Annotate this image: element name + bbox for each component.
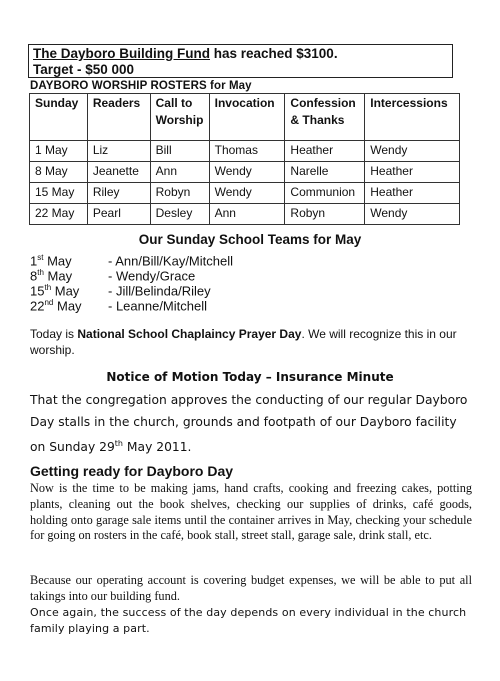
sunday-school-team: - Wendy/Grace xyxy=(108,268,196,284)
roster-cell: 8 May xyxy=(30,162,88,183)
roster-cell: 15 May xyxy=(30,183,88,204)
roster-cell: Wendy xyxy=(209,183,285,204)
chaplaincy-notice xyxy=(30,326,470,358)
sunday-school-row xyxy=(30,295,207,313)
roster-cell: Communion xyxy=(285,183,365,204)
roster-cell: Pearl xyxy=(87,204,150,225)
building-fund-amount: has reached $3100. xyxy=(209,46,338,61)
sunday-school-team: - Ann/Bill/Kay/Mitchell xyxy=(108,253,233,269)
roster-cell: 22 May xyxy=(30,204,88,225)
date-suffix: th xyxy=(44,283,52,292)
roster-cell: Ann xyxy=(150,162,209,183)
roster-title: DAYBORO WORSHIP ROSTERS for May xyxy=(30,80,252,92)
roster-cell: Desley xyxy=(150,204,209,225)
roster-cell: Narelle xyxy=(285,162,365,183)
table-row xyxy=(30,141,460,162)
chaplaincy-suffix: . We will recognize this in our worship. xyxy=(30,327,457,357)
building-fund-paragraph: Because our operating account is covering budget expenses, we will be able to put all takings into our building fund. xyxy=(30,573,472,603)
motion-text-end: May 2011. xyxy=(123,440,192,455)
sunday-school-team: - Jill/Belinda/Riley xyxy=(108,283,211,299)
roster-cell: Wendy xyxy=(365,204,460,225)
roster-cell: Ann xyxy=(209,204,285,225)
roster-cell: Thomas xyxy=(209,141,285,162)
roster-cell: 1 May xyxy=(30,141,88,162)
worship-roster-table xyxy=(29,93,460,225)
date-suffix: nd xyxy=(44,298,54,307)
roster-cell: Heather xyxy=(365,183,460,204)
sunday-school-title: Our Sunday School Teams for May xyxy=(138,232,362,247)
roster-cell: Jeanette xyxy=(87,162,150,183)
building-fund-target: Target - $50 000 xyxy=(33,62,135,77)
table-row xyxy=(30,162,460,183)
roster-header-cell: Readers xyxy=(87,94,150,141)
roster-cell: Heather xyxy=(365,162,460,183)
sunday-school-team: - Leanne/Mitchell xyxy=(108,298,207,314)
date-month: May xyxy=(51,283,80,299)
date-month: May xyxy=(53,298,82,314)
closing-paragraph: Once again, the success of the day depends on every individual in the church family playing a part. xyxy=(30,606,467,635)
table-row xyxy=(30,183,460,204)
date-month: May xyxy=(43,268,73,284)
roster-header-row xyxy=(30,94,460,141)
date-day: 15 xyxy=(30,283,45,299)
chaplaincy-prefix: Today is xyxy=(30,327,78,341)
building-fund-heading: The Dayboro Building Fund xyxy=(33,46,210,61)
date-day: 22 xyxy=(30,298,45,314)
roster-header-cell: Call to Worship xyxy=(150,94,209,141)
roster-cell: Liz xyxy=(87,141,150,162)
roster-header-cell: Intercessions xyxy=(365,94,460,141)
building-fund-line xyxy=(33,46,448,62)
roster-cell: Wendy xyxy=(209,162,285,183)
dayboro-day-title: Getting ready for Dayboro Day xyxy=(30,463,234,479)
date-day: 1 xyxy=(30,253,38,269)
roster-cell: Riley xyxy=(87,183,150,204)
date-month: May xyxy=(43,253,72,269)
roster-cell: Heather xyxy=(285,141,365,162)
date-day: 8 xyxy=(30,268,38,284)
date-suffix: th xyxy=(37,268,44,277)
motion-title: Notice of Motion Today – Insurance Minute xyxy=(106,370,394,384)
roster-cell: Wendy xyxy=(365,141,460,162)
roster-header-cell: Confession & Thanks xyxy=(285,94,365,141)
building-fund-box xyxy=(28,44,453,78)
sunday-school-date xyxy=(30,295,108,313)
motion-body xyxy=(30,389,475,458)
table-row xyxy=(30,204,460,225)
motion-text: That the congregation approves the conducting of our regular Dayboro Day stalls in the church, grounds and footpath of our Dayboro facility on Sunday 29 xyxy=(30,393,468,455)
roster-cell: Bill xyxy=(150,141,209,162)
roster-header-cell: Sunday xyxy=(30,94,88,141)
roster-cell: Robyn xyxy=(150,183,209,204)
roster-header-cell: Invocation xyxy=(209,94,285,141)
dayboro-day-paragraph: Now is the time to be making jams, hand crafts, cooking and freezing cakes, potting plants, cleaning out the book shelves, checking our supplies of drinks, café goods, holding onto garage sale items until the container arrives in May, checking your schedule for going on rosters in the café, book stall, street stall, garage sale, drink stall, etc. xyxy=(30,481,472,543)
chaplaincy-event: National School Chaplaincy Prayer Day xyxy=(77,327,302,341)
roster-cell: Robyn xyxy=(285,204,365,225)
motion-date-suffix: th xyxy=(114,439,124,448)
date-suffix: st xyxy=(37,253,44,262)
